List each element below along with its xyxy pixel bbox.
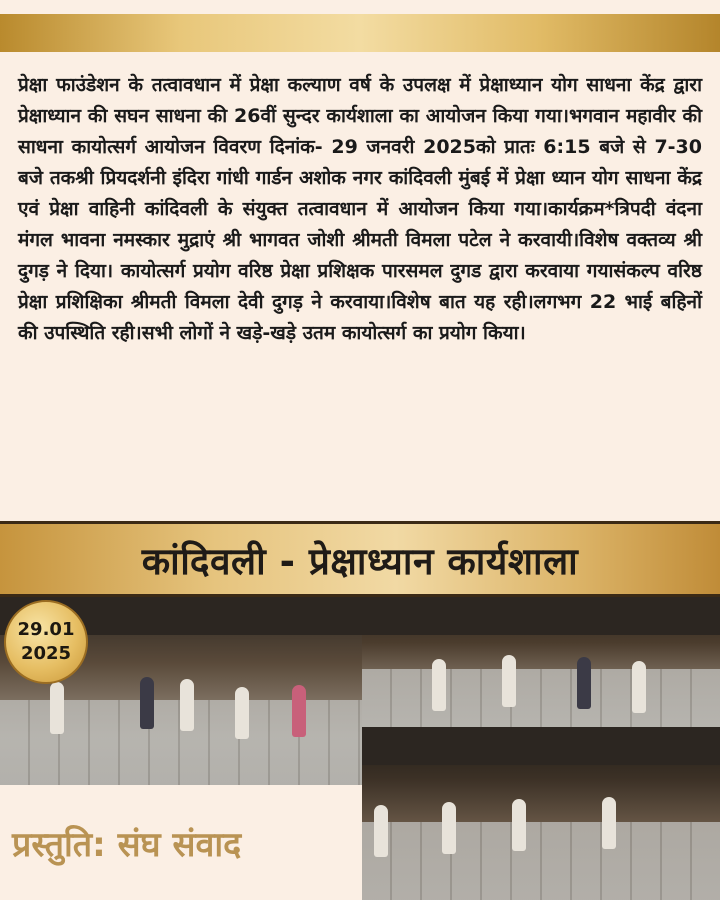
title-banner <box>0 521 720 597</box>
description-text: प्रेक्षा फाउंडेशन के तत्वावधान में प्रेक्षा कल्याण वर्ष के उपलक्ष में प्रेक्षाध्यान योग साधना केंद्र द्वारा प्रेक्षाध्यान की सघन साधना की 26वीं सुन्दर कार्यशाला का आयोजन किया गया।भगवान महावीर की साधना कायोत्सर्ग आयोजन विवरण दिनांक- 29 जनवरी 2025को प्रातः 6:15 बजे से 7-30 बजे तकश्री प्रियदर्शनी इंदिरा गांधी गार्डन अशोक नगर कांदिवली मुंबई में प्रेक्षा ध्यान योग साधना केंद्र एवं प्रेक्षा वाहिनी कांदिवली के संयुक्त तत्वावधान में आयोजन किया गया।कार्यक्रम*त्रिपदी वंदना मंगल भावना नमस्कार मुद्राएं श्री भागवत जोशी श्रीमती विमला पटेल ने करवायी।विशेष वक्तव्य श्री दुगड़ ने दिया। कायोत्सर्ग प्रयोग वरिष्ठ प्रेक्षा प्रशिक्षक पारसमल दुगड द्वारा करवाया गयासंकल्प वरिष्ठ प्रेक्षा प्रशिक्षिका श्रीमती विमला देवी दुगड़ ने करवाया।विशेष बात यह रही।लगभग 22 भाई बहिनों की उपस्थिति रही।सभी लोगों ने खड़े-खड़े उतम कायोत्सर्ग का प्रयोग किया। <box>18 74 702 344</box>
pavilion-roof <box>362 727 720 765</box>
participant-figure <box>235 687 249 739</box>
floor-tiles <box>362 822 720 900</box>
date-badge-day-month: 29.01 <box>17 619 75 640</box>
participant-figure <box>502 655 516 707</box>
floor-tiles <box>362 669 720 728</box>
participant-figure <box>632 661 646 713</box>
top-gold-band <box>0 14 720 52</box>
event-title: कांदिवली - प्रेक्षाध्यान कार्यशाला <box>141 539 579 583</box>
workshop-photo-2 <box>362 597 720 727</box>
participant-figure <box>180 679 194 731</box>
participant-figure <box>602 797 616 849</box>
credit-text: प्रस्तुति: संघ संवाद <box>12 824 242 865</box>
participant-figure <box>442 802 456 854</box>
participant-figure <box>577 657 591 709</box>
pavilion-roof <box>362 597 720 635</box>
workshop-photo-3 <box>362 727 720 900</box>
participant-figure <box>140 677 154 729</box>
participant-figure <box>512 799 526 851</box>
date-badge <box>4 600 88 684</box>
participant-figure <box>432 659 446 711</box>
participant-figure <box>50 682 64 734</box>
participant-figure <box>374 805 388 857</box>
credit-area <box>0 785 362 900</box>
participant-figure <box>292 685 306 737</box>
date-badge-year: 2025 <box>20 643 72 664</box>
